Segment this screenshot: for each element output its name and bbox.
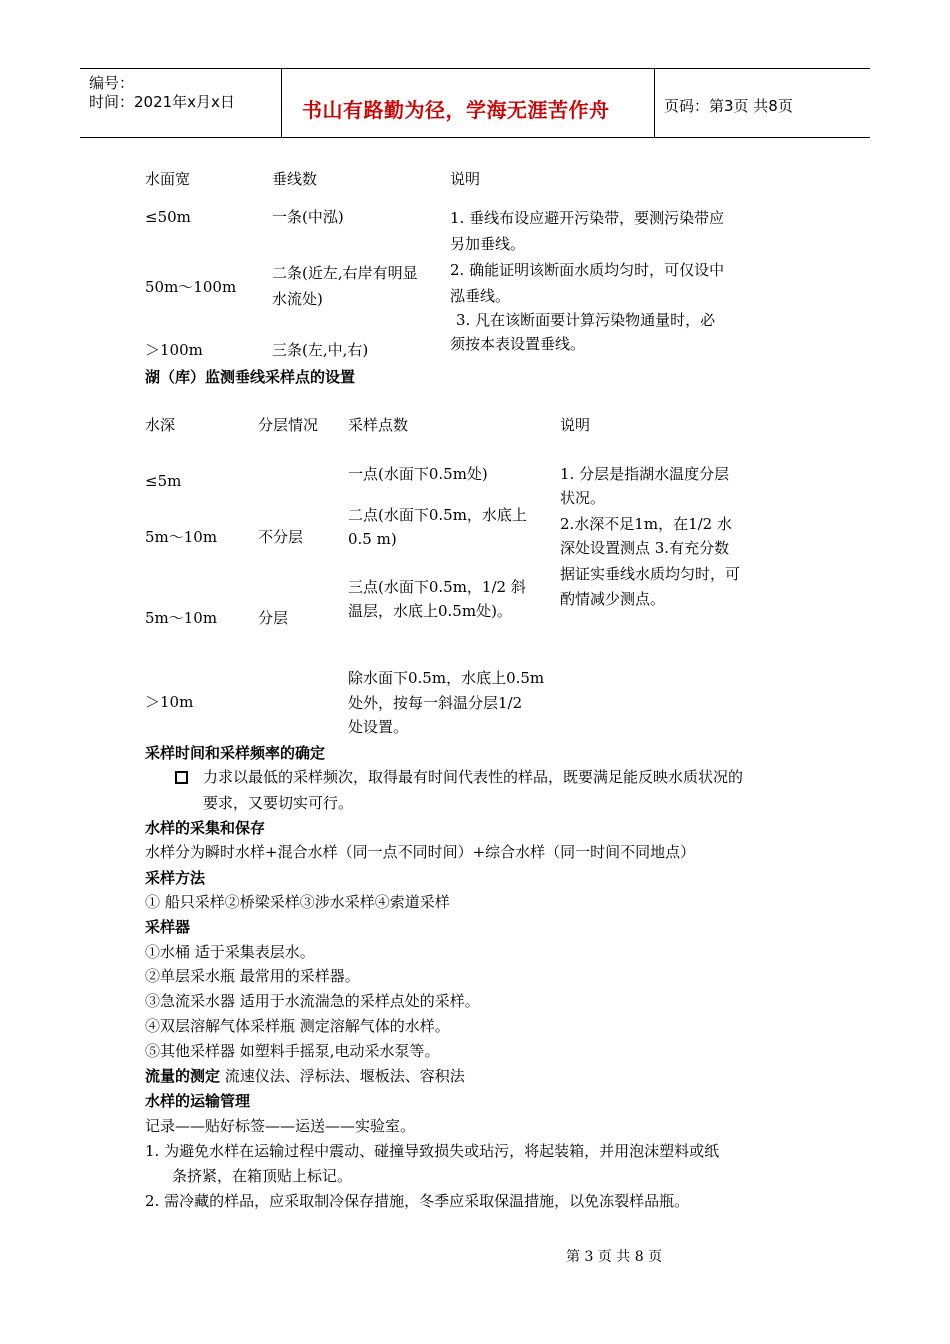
lake-points-line: 二点(水面下0.5m，水底上 (348, 506, 527, 524)
header-info-cell (80, 69, 282, 137)
transport-item1-line1: 1. 为避免水样在运输过程中震动、碰撞导致损失或玷污，将起装箱，并用泡沫塑料或纸 (145, 1142, 720, 1160)
lake-depth: 5m～10m (145, 528, 218, 546)
lake-points-line: 温层，水底上0.5m处)。 (348, 602, 512, 620)
river-row2-count-line1: 二条(近左,右岸有明显 (272, 264, 418, 282)
checkbox-bullet-icon (175, 771, 188, 784)
page-footer: 第 3 页 共 8 页 (566, 1249, 663, 1265)
header-motto: 书山有路勤为径，学海无涯苦作舟 (302, 98, 610, 122)
river-header-width: 水面宽 (145, 170, 191, 188)
page-header (80, 68, 870, 138)
lake-header-points: 采样点数 (348, 416, 409, 434)
river-note-line: 1. 垂线布设应避开污染带，要测污染带应 (450, 209, 725, 227)
lake-points-line: 一点(水面下0.5m处) (348, 465, 488, 483)
lake-header-layering: 分层情况 (258, 416, 319, 434)
freq-text-line1: 力求以最低的采样频次，取得最有时间代表性的样品，既要满足能反映水质状况的 (203, 768, 744, 786)
transport-flow: 记录——贴好标签——运送——实验室。 (145, 1117, 416, 1135)
river-row1-width: ≤50m (145, 208, 191, 226)
lake-note-line: 深处设置测点 3.有充分数 (560, 539, 730, 557)
river-note-line: 另加垂线。 (450, 235, 526, 253)
collect-section-title: 水样的采集和保存 (145, 819, 266, 837)
lake-points-line: 处外，按每一斜温分层1/2 (348, 694, 523, 712)
transport-item1-line2: 条挤紧，在箱顶贴上标记。 (172, 1167, 353, 1185)
river-note-line: 3. 凡在该断面要计算污染物通量时，必 (456, 311, 716, 329)
river-row3-width: ＞100m (145, 341, 203, 359)
lake-layering: 分层 (258, 609, 289, 627)
device-item: ②单层采水瓶 最常用的采样器。 (145, 967, 360, 985)
lake-note-line: 酌情减少测点。 (560, 590, 666, 608)
river-row2-width: 50m～100m (145, 278, 237, 296)
transport-section-title: 水样的运输管理 (145, 1092, 251, 1110)
device-section-title: 采样器 (145, 918, 191, 936)
lake-points-line: 除水面下0.5m，水底上0.5m (348, 669, 545, 687)
collect-text: 水样分为瞬时水样+混合水样（同一点不同时间）+综合水样（同一时间不同地点） (145, 843, 696, 861)
lake-points-line: 处设置。 (348, 718, 409, 736)
lake-note-line: 2.水深不足1m，在1/2 水 (560, 515, 732, 533)
flow-line (145, 1063, 465, 1089)
river-row1-count: 一条(中泓) (272, 208, 344, 226)
lake-section-title: 湖（库）监测垂线采样点的设置 (145, 368, 356, 386)
lake-depth: ＞10m (145, 693, 194, 711)
method-text: ① 船只采样②桥梁采样③涉水采样④索道采样 (145, 893, 450, 911)
lake-note-line: 1. 分层是指湖水温度分层 (560, 465, 730, 483)
freq-section-title: 采样时间和采样频率的确定 (145, 744, 326, 762)
lake-depth: ≤5m (145, 472, 182, 490)
freq-text-line2: 要求，又要切实可行。 (203, 794, 354, 812)
header-time: 时间：2021年x月x日 (89, 93, 235, 111)
river-header-count: 垂线数 (272, 170, 318, 188)
header-page-cell (655, 69, 870, 137)
lake-note-line: 据证实垂线水质均匀时，可 (560, 565, 741, 583)
lake-header-depth: 水深 (145, 416, 176, 434)
river-row3-count: 三条(左,中,右) (272, 341, 369, 359)
header-page-number: 页码：第3页 共8页 (664, 97, 793, 115)
lake-depth: 5m～10m (145, 609, 218, 627)
flow-section-title: 流量的测定 (145, 1067, 221, 1085)
header-motto-cell (282, 69, 655, 137)
transport-item2: 2. 需冷藏的样品，应采取制冷保存措施，冬季应采取保温措施，以免冻裂样品瓶。 (145, 1192, 690, 1210)
river-note-line: 须按本表设置垂线。 (450, 335, 586, 353)
header-number: 编号： (89, 74, 135, 92)
lake-points-line: 三点(水面下0.5m，1/2 斜 (348, 578, 526, 596)
method-section-title: 采样方法 (145, 869, 206, 887)
lake-points-line: 0.5 m) (348, 530, 397, 548)
device-item: ⑤其他采样器 如塑料手摇泵,电动采水泵等。 (145, 1042, 440, 1060)
lake-header-note: 说明 (560, 416, 591, 434)
river-header-note: 说明 (450, 170, 481, 188)
device-item: ④双层溶解气体采样瓶 测定溶解气体的水样。 (145, 1017, 450, 1035)
device-item: ①水桶 适于采集表层水。 (145, 943, 315, 961)
flow-text: 流速仪法、浮标法、堰板法、容积法 (220, 1067, 465, 1085)
lake-note-line: 状况。 (560, 489, 606, 507)
river-note-line: 2. 确能证明该断面水质均匀时，可仅设中 (450, 261, 725, 279)
river-row2-count-line2: 水流处) (272, 290, 323, 308)
river-note-line: 泓垂线。 (450, 287, 511, 305)
device-item: ③急流采水器 适用于水流湍急的采样点处的采样。 (145, 992, 480, 1010)
lake-layering: 不分层 (258, 528, 304, 546)
